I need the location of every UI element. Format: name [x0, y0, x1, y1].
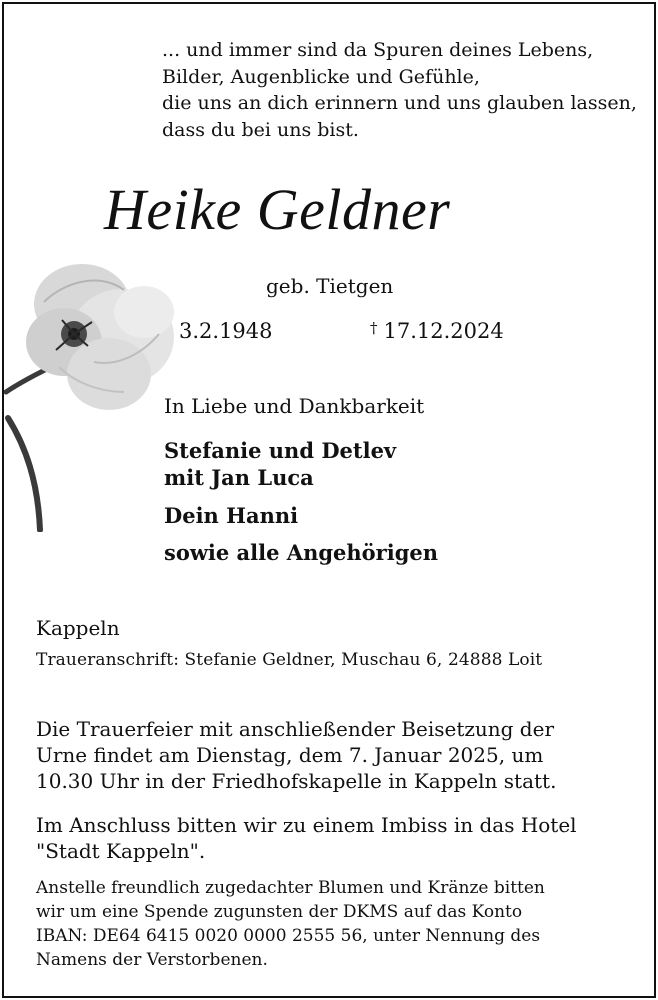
obituary-notice: [2, 2, 656, 998]
donation-line: IBAN: DE64 6415 0020 0000 2555 56, unter Nennung des: [36, 926, 541, 946]
poem-line: ... und immer sind da Spuren deines Lebens,: [162, 39, 594, 61]
mourners-intro: In Liebe und Dankbarkeit: [164, 394, 425, 418]
poem-line: die uns an dich erinnern und uns glauben lassen,: [162, 92, 637, 114]
mourner-group: [164, 437, 396, 491]
reception-line: "Stadt Kappeln".: [36, 839, 206, 863]
donation-line: wir um eine Spende zugunsten der DKMS auf das Konto: [36, 902, 523, 922]
poem: [162, 37, 637, 143]
funeral-info-line: Urne findet am Dienstag, dem 7. Januar 2025, um: [36, 743, 544, 767]
poppy-flower-icon: [4, 242, 179, 532]
reception-line: Im Anschluss bitten wir zu einem Imbiss in das Hotel: [36, 813, 577, 837]
birth-date: 3.2.1948: [179, 319, 273, 343]
dagger-icon: †: [370, 319, 378, 337]
donation-info: [36, 876, 545, 972]
reception-info: [36, 812, 577, 864]
poem-line: Bilder, Augenblicke und Gefühle,: [162, 65, 480, 88]
born-name: geb. Tietgen: [266, 274, 394, 298]
deceased-name: Heike Geldner: [104, 177, 451, 242]
donation-line: Namens der Verstorbenen.: [36, 950, 268, 970]
funeral-info-line: Die Trauerfeier mit anschließender Beisetzung der: [36, 717, 555, 741]
funeral-info: [36, 716, 556, 794]
mourner-line: sowie alle Angehörigen: [164, 540, 439, 565]
mourning-address: Traueranschrift: Stefanie Geldner, Muschau 6, 24888 Loit: [36, 650, 543, 670]
poem-line: dass du bei uns bist.: [162, 118, 359, 141]
death-date: 17.12.2024: [383, 319, 504, 343]
place: Kappeln: [36, 616, 120, 640]
mourner-line: mit Jan Luca: [164, 465, 314, 490]
mourner-line: Stefanie und Detlev: [164, 438, 397, 463]
death-date-line: [370, 319, 504, 343]
donation-line: Anstelle freundlich zugedachter Blumen und Kränze bitten: [36, 878, 545, 898]
funeral-info-line: 10.30 Uhr in der Friedhofskapelle in Kappeln statt.: [36, 769, 557, 793]
mourner-line: Dein Hanni: [164, 503, 299, 528]
